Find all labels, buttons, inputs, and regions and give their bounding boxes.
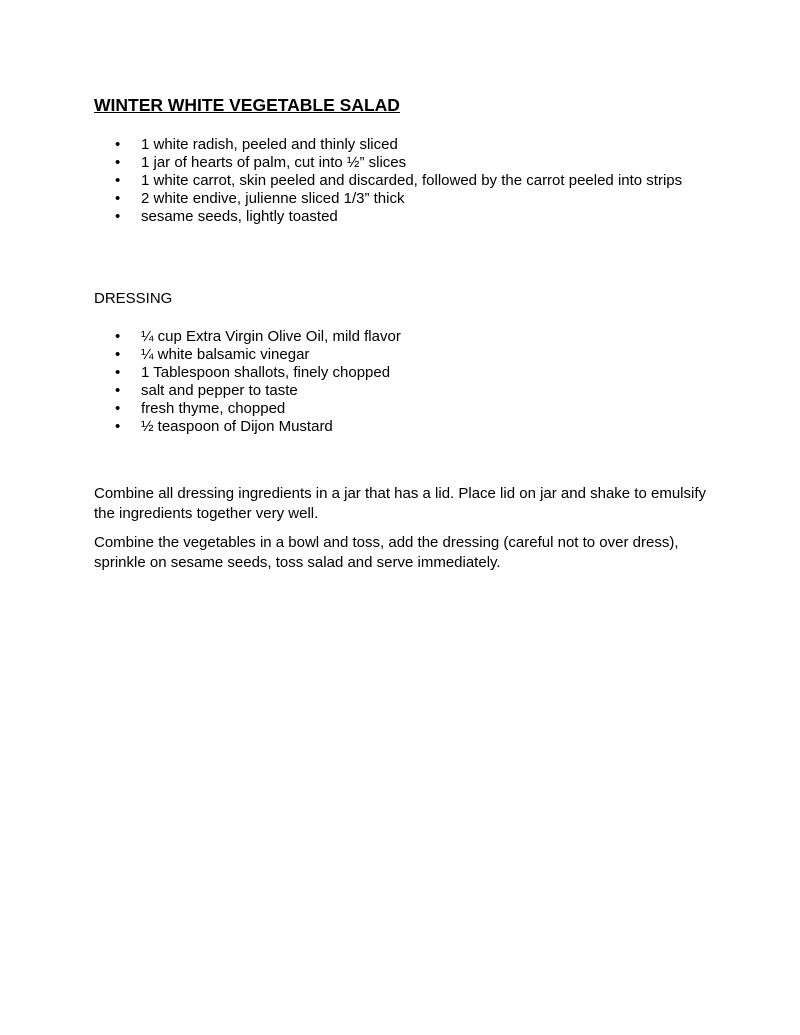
- bullet-icon: •: [115, 208, 121, 225]
- instruction-paragraph: Combine the vegetables in a bowl and toss, add the dressing (careful not to over dress), sprinkle on sesame seeds, toss salad and serve immediately.: [94, 534, 679, 571]
- bullet-icon: •: [115, 172, 121, 189]
- list-item: [94, 328, 694, 346]
- list-item: [94, 400, 694, 418]
- list-item: [94, 154, 694, 172]
- bullet-icon: •: [115, 382, 121, 399]
- ingredient-text: 1 white carrot, skin peeled and discarded, followed by the carrot peeled into strips: [141, 172, 683, 189]
- dressing-text: ¼ white balsamic vinegar: [141, 346, 310, 363]
- bullet-icon: •: [115, 346, 121, 363]
- dressing-heading: DRESSING: [94, 290, 173, 307]
- bullet-icon: •: [115, 190, 121, 207]
- bullet-icon: •: [115, 418, 121, 435]
- ingredients-list: [94, 136, 694, 226]
- list-item: [94, 382, 694, 400]
- list-item: [94, 364, 694, 382]
- ingredient-text: sesame seeds, lightly toasted: [141, 208, 338, 225]
- list-item: [94, 208, 694, 226]
- recipe-title: WINTER WHITE VEGETABLE SALAD: [94, 95, 400, 115]
- list-item: [94, 172, 694, 190]
- instruction-paragraph: Combine all dressing ingredients in a jar that has a lid. Place lid on jar and shake to emulsify the ingredients together very well.: [94, 485, 706, 522]
- dressing-text: fresh thyme, chopped: [141, 400, 286, 417]
- bullet-icon: •: [115, 364, 121, 381]
- bullet-icon: •: [115, 328, 121, 345]
- bullet-icon: •: [115, 154, 121, 171]
- list-item: [94, 136, 694, 154]
- ingredient-text: 1 white radish, peeled and thinly sliced: [141, 136, 398, 153]
- dressing-text: 1 Tablespoon shallots, finely chopped: [141, 364, 391, 381]
- bullet-icon: •: [115, 400, 121, 417]
- list-item: [94, 346, 694, 364]
- list-item: [94, 418, 694, 436]
- dressing-text: ½ teaspoon of Dijon Mustard: [141, 418, 333, 435]
- list-item: [94, 190, 694, 208]
- dressing-text: ¼ cup Extra Virgin Olive Oil, mild flavor: [141, 328, 401, 345]
- dressing-list: [94, 328, 694, 436]
- bullet-icon: •: [115, 136, 121, 153]
- ingredient-text: 1 jar of hearts of palm, cut into ½” slices: [141, 154, 407, 171]
- ingredient-text: 2 white endive, julienne sliced 1/3” thick: [141, 190, 405, 207]
- dressing-text: salt and pepper to taste: [141, 382, 298, 399]
